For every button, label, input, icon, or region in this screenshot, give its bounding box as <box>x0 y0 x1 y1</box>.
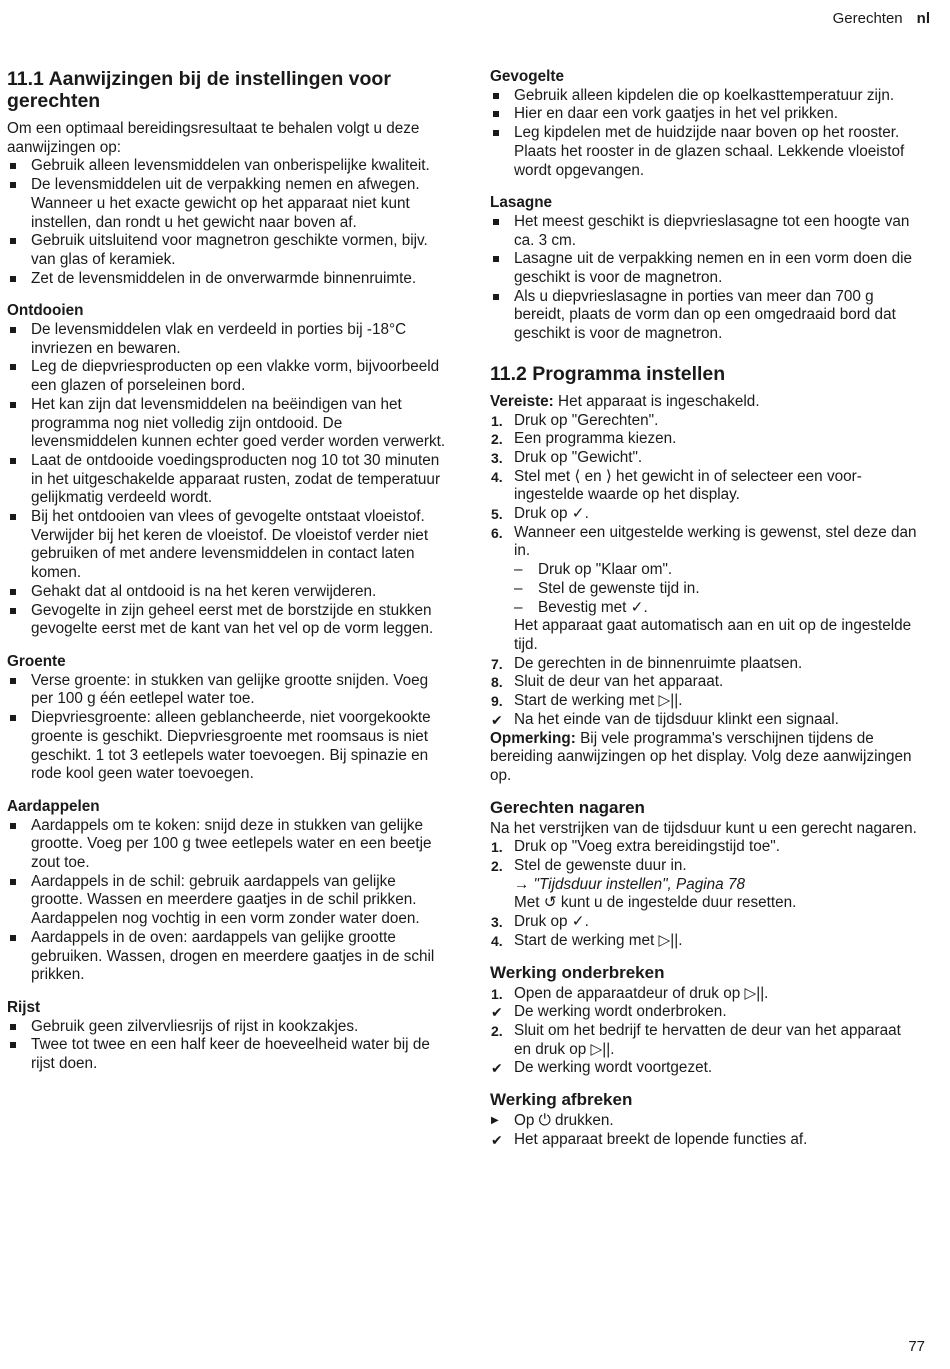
checkmark-icon: ✔ <box>491 711 503 728</box>
list-item: Als u diepvrieslasagne in porties van meer dan 700 g bereidt, plaats de vorm dan op een omgedraaid bord dat geschikt is voor de magnetron. <box>490 288 922 344</box>
step-item: 3. Druk op ✓. <box>491 913 589 931</box>
nagaren-intro: Na het verstrijken van de tijdsduur kunt u een gerecht nagaren. <box>490 819 917 837</box>
step-item: 9. Start de werking met ▷||. <box>491 692 683 710</box>
gevogelte-list <box>490 87 922 181</box>
step-item: 5. Druk op ✓. <box>491 505 589 523</box>
list-item: Bij het ontdooien van vlees of gevogelte ontstaat vloeistof. Verwijder bij het keren de vloeistof. De vloeistof verder niet gebruiken of met andere levensmiddelen in contact laten komen. <box>7 508 447 583</box>
nagaren-steps <box>490 838 922 950</box>
requirement: Vereiste: Het apparaat is ingeschakeld. <box>490 392 760 410</box>
checkmark-icon: ✔ <box>491 1060 503 1077</box>
bullet-square-icon <box>10 327 16 333</box>
section-title-11-1: 11.1 Aanwijzingen bij de instellingen voor gerechten <box>7 68 391 112</box>
step-item: 2. Een programma kiezen. <box>491 430 677 448</box>
heading-rijst: Rijst <box>7 998 41 1016</box>
list-item: Aardappels in de oven: aardappels van gelijke grootte gebruiken. Wassen, drogen en meerdere gaatjes in de schil prikken. <box>7 929 447 985</box>
heading-onderbreken: Werking onderbreken <box>490 962 665 982</box>
result-item: ✔ Na het einde van de tijdsduur klinkt een signaal. <box>491 710 839 728</box>
heading-gevogelte: Gevogelte <box>490 68 564 85</box>
bullet-square-icon <box>493 219 499 225</box>
bullet-square-icon <box>10 589 16 595</box>
page-number: 77 <box>908 1338 925 1356</box>
header-section: Gerechten <box>832 10 903 27</box>
list-item: Twee tot twee en een half keer de hoeveelheid water bij de rijst doen. <box>7 1036 447 1073</box>
cross-reference-link[interactable]: → "Tijdsduur instellen", Pagina 78 <box>514 875 745 893</box>
list-item: Lasagne uit de verpakking nemen en in een vorm doen die geschikt is voor de magnetron. <box>490 250 922 287</box>
bullet-square-icon <box>10 163 16 169</box>
step-item: 1. Open de apparaatdeur of druk op ▷||. <box>491 984 769 1002</box>
lasagne-list <box>490 213 922 344</box>
result-item: ✔ De werking wordt onderbroken. <box>491 1003 727 1021</box>
list-item: Gehakt dat al ontdooid is na het keren verwijderen. <box>7 583 447 602</box>
step-item: 2. Stel de gewenste duur in. <box>491 857 687 875</box>
bullet-square-icon <box>10 715 16 721</box>
groente-list <box>7 672 447 784</box>
list-item: Zet de levensmiddelen in de onverwarmde binnenruimte. <box>7 270 447 289</box>
list-item: Het kan zijn dat levensmiddelen na beëindigen van het programma nog niet volledig zijn ontdooid. De levensmiddelen kunnen echter goed verder worden verwerkt. <box>7 396 447 452</box>
bullet-square-icon <box>10 402 16 408</box>
heading-afbreken: Werking afbreken <box>490 1090 633 1110</box>
list-item: Het meest geschikt is diepvrieslasagne tot een hoogte van ca. 3 cm. <box>490 213 922 250</box>
list-item: Gebruik alleen kipdelen die op koelkasttemperatuur zijn. <box>490 87 922 106</box>
step-item: 4. Stel met ⟨ en ⟩ het gewicht in of selecteer een vooringestelde waarde op het display. <box>491 467 862 504</box>
rijst-list <box>7 1018 447 1074</box>
afbreken-steps <box>490 1112 922 1149</box>
list-item: Aardappels om te koken: snijd deze in stukken van gelijke grootte. Voeg per 100 g twee eetlepels water en een beetje zout toe. <box>7 817 447 873</box>
intro-list <box>7 157 447 288</box>
bullet-square-icon <box>10 514 16 520</box>
triangle-bullet-icon: ▶ <box>491 1115 499 1127</box>
dash-marker: – <box>514 561 523 579</box>
list-item: Leg de diepvriesproducten op een vlakke vorm, bijvoorbeeld een glazen of porseleinen bord. <box>7 358 447 395</box>
list-item: Gebruik alleen levensmiddelen van onberispelijke kwaliteit. <box>7 157 447 176</box>
bullet-square-icon <box>10 1024 16 1030</box>
step-item: 3. Druk op "Gewicht". <box>491 448 643 466</box>
result-item: ✔ De werking wordt voortgezet. <box>491 1059 713 1077</box>
checkmark-icon: ✔ <box>491 1004 503 1021</box>
substep-item: – Bevestig met ✓. <box>514 598 648 616</box>
bullet-square-icon <box>493 93 499 99</box>
substep-item: – Stel de gewenste tijd in. <box>514 579 700 597</box>
heading-nagaren: Gerechten nagaren <box>490 797 645 817</box>
bullet-square-icon <box>10 238 16 244</box>
dash-marker: – <box>514 598 523 616</box>
reset-note: Met ↺ kunt u de ingestelde duur resetten. <box>514 894 797 912</box>
list-item: Aardappels in de schil: gebruik aardappels van gelijke grootte. Wassen en meerdere gaatjes in de schil prikken. Aardappelen nog vochtig in een vorm zonder water doen. <box>7 873 447 929</box>
left-column <box>7 68 447 1074</box>
bullet-square-icon <box>10 935 16 941</box>
bullet-square-icon <box>493 130 499 136</box>
bullet-square-icon <box>10 182 16 188</box>
list-item: Leg kipdelen met de huidzijde naar boven op het rooster. Plaats het rooster in de glazen schaal. Lekkende vloeistof wordt opgevangen. <box>490 124 922 180</box>
aardappelen-list <box>7 817 447 985</box>
list-item: Hier en daar een vork gaatjes in het vel prikken. <box>490 105 922 124</box>
bullet-square-icon <box>10 1042 16 1048</box>
dash-marker: – <box>514 579 523 597</box>
section-title-11-2: 11.2 Programma instellen <box>490 362 726 385</box>
list-item: De levensmiddelen vlak en verdeeld in porties bij -18°C invriezen en bewaren. <box>7 321 447 358</box>
bullet-square-icon <box>493 111 499 117</box>
step-item: 6. Wanneer een uitgestelde werking is gewenst, stel deze dan in. <box>491 523 917 560</box>
bullet-square-icon <box>10 678 16 684</box>
step-item: 7. De gerechten in de binnenruimte plaatsen. <box>491 654 803 672</box>
list-item: De levensmiddelen uit de verpakking nemen en afwegen. Wanneer u het exacte gewicht op het apparaat niet kunt instellen, dan rondt u het gewicht naar boven af. <box>7 176 447 232</box>
list-item: Diepvriesgroente: alleen geblancheerde, niet voorgekookte groente is geschikt. Diepvriesgroente met roomsaus is niet geschikt. 1 tot 3 eetlepels water toevoegen. Bij spinazie en rode kool geen water toevoegen. <box>7 709 447 784</box>
checkmark-icon: ✔ <box>491 1131 503 1148</box>
list-item: Verse groente: in stukken van gelijke grootte snijden. Voeg per 100 g één eetlepel water toe. <box>7 672 447 709</box>
ontdooien-list <box>7 321 447 639</box>
bullet-square-icon <box>10 458 16 464</box>
header-language: nl <box>916 10 930 27</box>
list-item: Gebruik geen zilvervliesrijs of rijst in kookzakjes. <box>7 1018 447 1037</box>
substep-item: – Druk op "Klaar om". <box>514 561 673 579</box>
bullet-square-icon <box>10 879 16 885</box>
programma-steps <box>490 412 922 730</box>
step-item: ▶ Op ⏻ drukken. <box>491 1112 614 1130</box>
list-item: Laat de ontdooide voedingsproducten nog 10 tot 30 minuten in het uitgeschakelde apparaat rusten, zodat de temperatuur gelijkmatig verdeeld wordt. <box>7 452 447 508</box>
page-header <box>833 10 930 29</box>
bullet-square-icon <box>10 364 16 370</box>
list-item: Gebruik uitsluitend voor magnetron geschikte vormen, bijv. van glas of keramiek. <box>7 232 447 269</box>
bullet-square-icon <box>493 294 499 300</box>
heading-aardappelen: Aardappelen <box>7 797 100 815</box>
step-item: 1. Druk op "Gerechten". <box>491 411 659 429</box>
bullet-square-icon <box>493 256 499 262</box>
onderbreken-steps <box>490 985 922 1079</box>
result-item: ✔ Het apparaat breekt de lopende functies af. <box>491 1130 808 1148</box>
step-item: 2. Sluit om het bedrijf te hervatten de deur van het apparaat en druk op ▷||. <box>491 1021 901 1058</box>
bullet-square-icon <box>10 608 16 614</box>
heading-lasagne: Lasagne <box>490 194 553 212</box>
intro-text: Om een optimaal bereidingsresultaat te behalen volgt u deze aanwijzingen op: <box>7 120 420 156</box>
bullet-square-icon <box>10 823 16 829</box>
step-item: 4. Start de werking met ▷||. <box>491 931 683 949</box>
list-item: Gevogelte in zijn geheel eerst met de borstzijde en stukken gevogelte eerst met de kant van het vel op de vorm leggen. <box>7 602 447 639</box>
right-column <box>490 68 922 1149</box>
note: Opmerking: Bij vele programma's verschijnen tijdens de bereiding aanwijzingen op het display. Volg deze aanwijzingen op. <box>490 729 912 784</box>
bullet-square-icon <box>10 276 16 282</box>
heading-groente: Groente <box>7 652 66 670</box>
heading-ontdooien: Ontdooien <box>7 302 84 320</box>
step-note: Het apparaat gaat automatisch aan en uit op de ingestelde tijd. <box>514 617 912 653</box>
step-item: 1. Druk op "Voeg extra bereidingstijd toe". <box>491 838 780 856</box>
step-item: 8. Sluit de deur van het apparaat. <box>491 673 724 691</box>
